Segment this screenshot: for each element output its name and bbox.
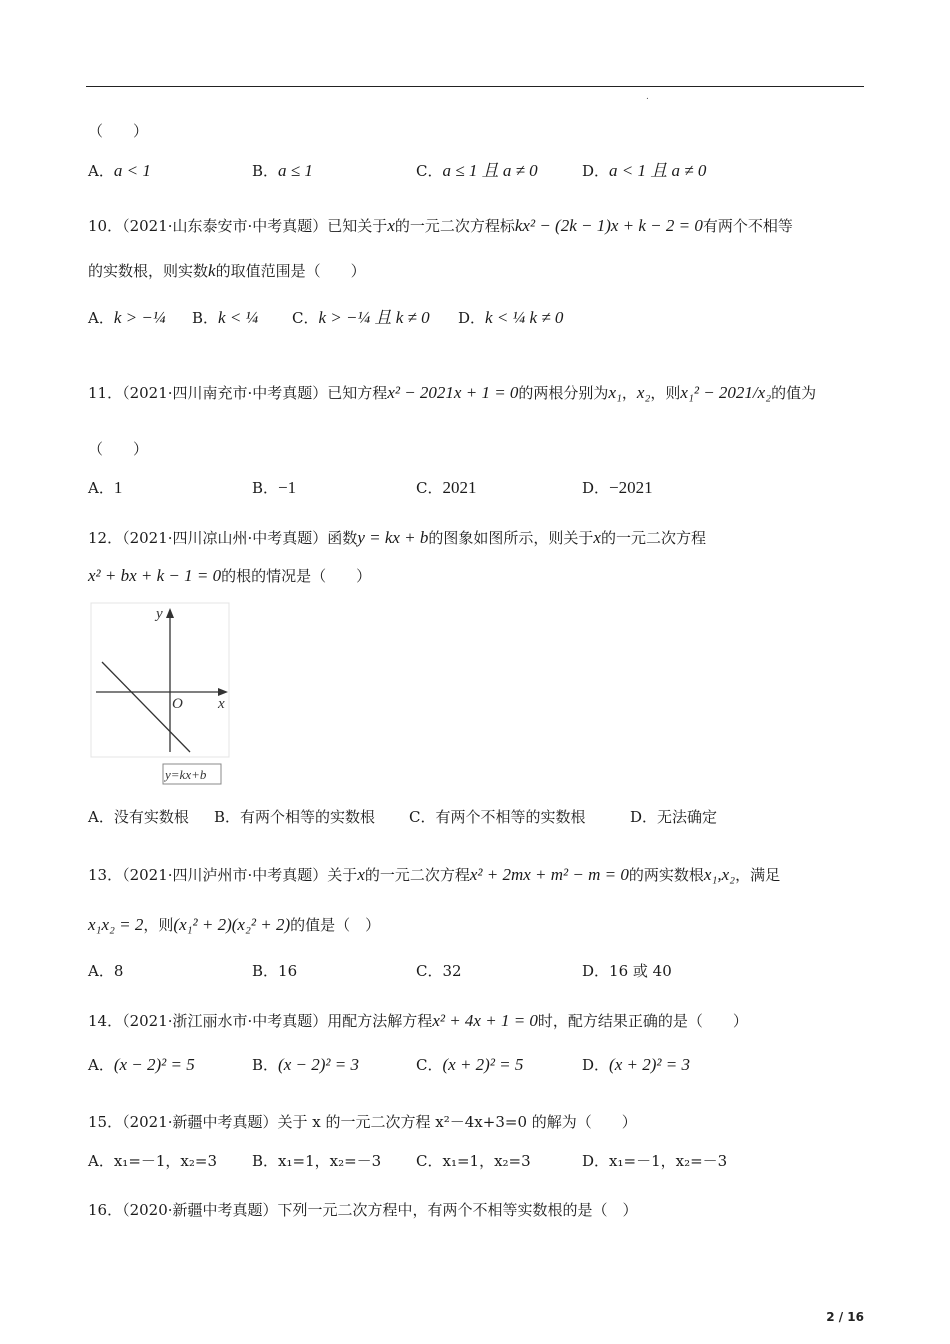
- q12-graph: [90, 602, 232, 788]
- header-dot: .: [646, 92, 649, 102]
- q12-function: y = kx + b: [357, 528, 429, 547]
- q15-option-a[interactable]: A．x₁=－1，x₂=3: [88, 1152, 218, 1170]
- q11-option-d[interactable]: D．−2021: [582, 478, 653, 497]
- y-axis-label: y: [156, 606, 163, 622]
- graph-frame: [91, 603, 229, 757]
- q13-condition: x₁x₂ = 2: [88, 915, 144, 934]
- q11-option-b[interactable]: B．−1: [252, 478, 297, 497]
- q10-equation: kx² − (2k − 1)x + k − 2 = 0: [514, 216, 703, 235]
- q9-paren: （ ）: [88, 122, 149, 140]
- q13-expression: (x₁² + 2)(x₂² + 2): [173, 915, 291, 934]
- graph-caption: y=kx+b: [165, 767, 207, 782]
- q12-option-d[interactable]: D．无法确定: [630, 808, 718, 826]
- q12-option-c[interactable]: C．有两个不相等的实数根: [409, 808, 586, 826]
- q16-stem: 16．（2020·新疆中考真题）下列一元二次方程中，有两个不相等实数根的是（ ）: [88, 1201, 638, 1219]
- q14-stem: 14．（2021·浙江丽水市·中考真题）用配方法解方程x² + 4x + 1 = 0时，配方结果正确的是（ ）: [88, 1011, 748, 1030]
- q13-option-a[interactable]: A．8: [88, 962, 124, 980]
- y-axis-arrow-icon: [166, 608, 174, 618]
- q11-stem-line1: 11．（2021·四川南充市·中考真题）已知方程x² − 2021x + 1 = 0的两根分别为x₁，x₂，则x₁² − 2021/x₂的值为: [88, 383, 817, 402]
- q11-expression: x₁² − 2021/x₂: [680, 383, 772, 402]
- q10-stem-line2: 的实数根，则实数k的取值范围是（ ）: [88, 261, 366, 280]
- q12-stem-line1: 12．（2021·四川凉山州·中考真题）函数y = kx + b的图象如图所示，则关于x的一元二次方程: [88, 528, 706, 547]
- q9-paren-line: [88, 120, 868, 142]
- q15-option-d[interactable]: D．x₁=－1，x₂=－3: [582, 1152, 728, 1170]
- q13-stem-line1: 13．（2021·四川泸州市·中考真题）关于x的一元二次方程x² + 2mx + m² − m = 0的两实数根x₁,x₂，满足: [88, 865, 781, 884]
- q9-option-c[interactable]: C．a ≤ 1 且 a ≠ 0: [416, 161, 538, 180]
- q15-option-b[interactable]: B．x₁=1，x₂=－3: [252, 1152, 382, 1170]
- q11-paren-line: （ ）: [88, 440, 149, 458]
- q9-option-d[interactable]: D．a < 1 且 a ≠ 0: [582, 161, 707, 180]
- q14-option-c[interactable]: C．(x + 2)² = 5: [416, 1055, 524, 1074]
- q14-option-d[interactable]: D．(x + 2)² = 3: [582, 1055, 690, 1074]
- q12-equation: x² + bx + k − 1 = 0: [88, 566, 222, 585]
- q13-option-c[interactable]: C．32: [416, 962, 462, 980]
- q13-option-b[interactable]: B．16: [252, 962, 298, 980]
- q12-option-a[interactable]: A．没有实数根: [88, 808, 189, 826]
- q13-option-d[interactable]: D．16 或 40: [582, 962, 672, 980]
- q10-option-b[interactable]: B．k < ¼: [192, 308, 259, 327]
- q14-option-a[interactable]: A．(x − 2)² = 5: [88, 1055, 195, 1074]
- q9-option-a[interactable]: A．a < 1: [88, 161, 151, 180]
- q13-stem-line2: x₁x₂ = 2，则(x₁² + 2)(x₂² + 2)的值是（ ）: [88, 915, 381, 934]
- q10-option-d[interactable]: D．k < ¼ k ≠ 0: [458, 308, 564, 327]
- q15-option-c[interactable]: C．x₁=1，x₂=3: [416, 1152, 531, 1170]
- q14-option-b[interactable]: B．(x − 2)² = 3: [252, 1055, 359, 1074]
- q9-option-b[interactable]: B．a ≤ 1: [252, 161, 313, 180]
- q15-stem: 15．（2021·新疆中考真题）关于 x 的一元二次方程 x²－4x+3=0 的解为（ ）: [88, 1113, 637, 1131]
- q12-option-b[interactable]: B．有两个相等的实数根: [214, 808, 376, 826]
- page-number: 2 / 16: [826, 1310, 864, 1324]
- q10-stem-line1: 10．（2021·山东泰安市·中考真题）已知关于x的一元二次方程标kx² − (2k − 1)x + k − 2 = 0有两个不相等: [88, 216, 793, 235]
- q14-equation: x² + 4x + 1 = 0: [432, 1011, 538, 1030]
- q12-stem-line2: x² + bx + k − 1 = 0的根的情况是（ ）: [88, 566, 372, 585]
- header-rule: [86, 86, 864, 87]
- origin-label: O: [172, 696, 183, 712]
- q10-option-c[interactable]: C．k > −¼ 且 k ≠ 0: [292, 308, 430, 327]
- q13-equation: x² + 2mx + m² − m = 0: [469, 865, 629, 884]
- x-axis-arrow-icon: [218, 688, 228, 696]
- q11-option-c[interactable]: C．2021: [416, 478, 477, 497]
- q11-option-a[interactable]: A．1: [88, 478, 123, 497]
- q10-option-a[interactable]: A．k > −¼: [88, 308, 166, 327]
- q11-equation: x² − 2021x + 1 = 0: [387, 383, 519, 402]
- x-axis-label: x: [218, 696, 225, 712]
